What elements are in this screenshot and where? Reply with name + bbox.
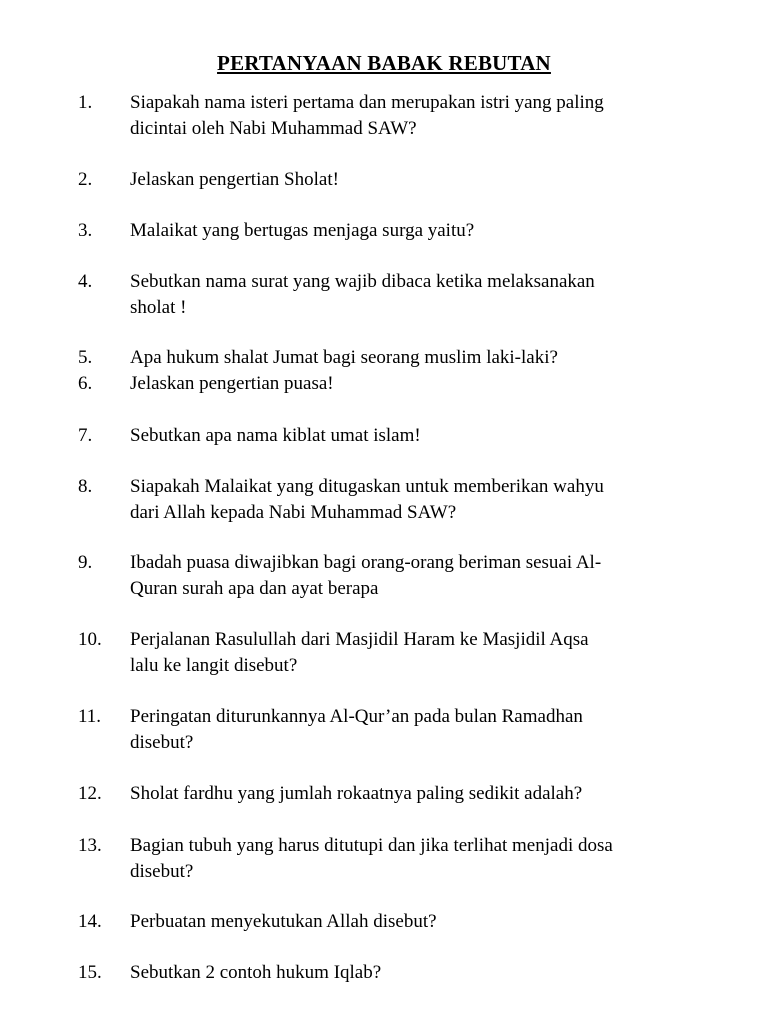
question-line: lalu ke langit disebut? <box>130 655 298 676</box>
question-line: Perjalanan Rasulullah dari Masjidil Haram ke Masjidil Aqsa <box>130 629 589 650</box>
question-line: Ibadah puasa diwajibkan bagi orang-orang beriman sesuai Al- <box>130 552 602 573</box>
question-text <box>130 704 698 756</box>
question-number: 2. <box>78 169 93 190</box>
question-number: 8. <box>78 476 93 497</box>
question-line: Sebutkan nama surat yang wajib dibaca ketika melaksanakan <box>130 271 595 292</box>
question-text <box>130 269 698 321</box>
question-line: Jelaskan pengertian puasa! <box>130 373 334 394</box>
question-number: 6. <box>78 373 93 394</box>
question-text <box>130 909 698 935</box>
question-text <box>130 90 698 142</box>
question-number: 12. <box>78 783 102 804</box>
question-number: 13. <box>78 835 102 856</box>
question-number: 5. <box>78 347 93 368</box>
question-text <box>130 345 698 371</box>
question-number: 11. <box>78 706 102 727</box>
question-line: Bagian tubuh yang harus ditutupi dan jika terlihat menjadi dosa <box>130 835 613 856</box>
question-text <box>130 167 698 193</box>
question-text <box>130 423 698 449</box>
question-line: Sebutkan apa nama kiblat umat islam! <box>130 425 421 446</box>
question-line: Siapakah Malaikat yang ditugaskan untuk memberikan wahyu <box>130 476 604 497</box>
document-title: PERTANYAAN BABAK REBUTAN <box>217 51 551 75</box>
question-number: 3. <box>78 220 93 241</box>
question-number: 7. <box>78 425 93 446</box>
question-text <box>130 627 698 679</box>
question-text <box>130 781 698 807</box>
question-text <box>130 218 698 244</box>
question-line: disebut? <box>130 732 194 753</box>
question-line: Peringatan diturunkannya Al-Qur’an pada bulan Ramadhan <box>130 706 583 727</box>
question-number: 10. <box>78 629 102 650</box>
question-number: 9. <box>78 552 93 573</box>
question-text <box>130 550 698 602</box>
question-line: Sholat fardhu yang jumlah rokaatnya paling sedikit adalah? <box>130 783 583 804</box>
question-number: 1. <box>78 92 93 113</box>
question-line: Apa hukum shalat Jumat bagi seorang muslim laki-laki? <box>130 347 558 368</box>
question-number: 14. <box>78 911 102 932</box>
question-line: Sebutkan 2 contoh hukum Iqlab? <box>130 962 382 983</box>
question-line: sholat ! <box>130 297 187 318</box>
question-line: dari Allah kepada Nabi Muhammad SAW? <box>130 502 457 523</box>
question-text <box>130 371 698 397</box>
question-line: Siapakah nama isteri pertama dan merupakan istri yang paling <box>130 92 604 113</box>
question-line: disebut? <box>130 861 194 882</box>
question-line: Jelaskan pengertian Sholat! <box>130 169 339 190</box>
question-number: 15. <box>78 962 102 983</box>
question-number: 4. <box>78 271 93 292</box>
question-text <box>130 960 698 986</box>
question-text <box>130 833 698 885</box>
question-line: Perbuatan menyekutukan Allah disebut? <box>130 911 437 932</box>
question-line: dicintai oleh Nabi Muhammad SAW? <box>130 118 417 139</box>
question-text <box>130 474 698 526</box>
question-line: Quran surah apa dan ayat berapa <box>130 578 379 599</box>
question-line: Malaikat yang bertugas menjaga surga yaitu? <box>130 220 475 241</box>
